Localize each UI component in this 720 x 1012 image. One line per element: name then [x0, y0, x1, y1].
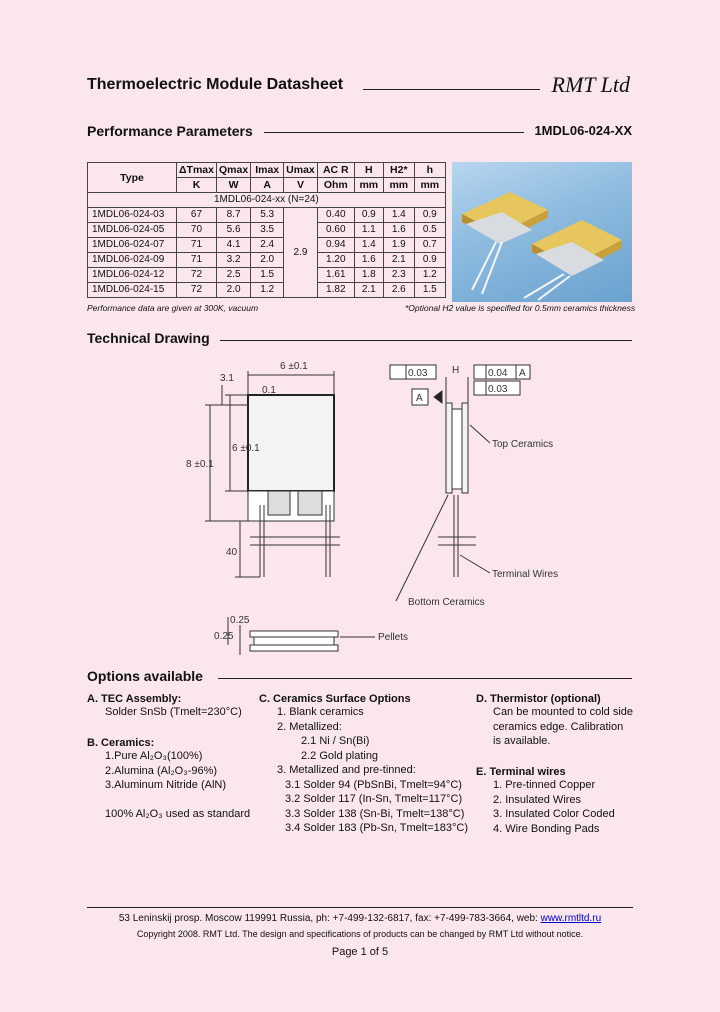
- cell: 1.61: [317, 268, 354, 283]
- dim-offset2: 0.1: [262, 385, 276, 396]
- brand-logo: RMT Ltd: [551, 72, 630, 97]
- cell: 0.40: [317, 208, 354, 223]
- col-header: AC R: [317, 163, 354, 178]
- table-header-row: [88, 163, 446, 178]
- list-item: 3.Aluminum Nitride (AlN): [105, 779, 227, 791]
- datum-a: A: [416, 393, 423, 404]
- cell-type: 1MDL06-024-15: [88, 283, 177, 298]
- footer-rule: [87, 907, 633, 908]
- option-b-note: 100% Al₂O₃ used as standard: [105, 807, 251, 820]
- cell: 1.5: [414, 283, 445, 298]
- list-item: 4. Wire Bonding Pads: [493, 822, 600, 835]
- list-item: 1. Blank ceramics: [277, 706, 364, 718]
- cell: 1.4: [383, 208, 414, 223]
- cell: 0.9: [354, 208, 383, 223]
- cell: 72: [177, 268, 217, 283]
- col-header: Qmax: [216, 163, 250, 178]
- dim-offset: 3.1: [220, 373, 234, 384]
- cell: 5.6: [216, 223, 250, 238]
- options-heading: Options available: [87, 668, 203, 684]
- cell: 71: [177, 253, 217, 268]
- cell: 2.6: [383, 283, 414, 298]
- col-header: ΔTmax: [177, 163, 217, 178]
- cell-umax: 2.9: [284, 208, 318, 298]
- list-item: 2. Insulated Wires: [493, 793, 582, 806]
- list-item: Solder SnSb (Tmelt=230°C): [105, 706, 242, 718]
- cell: 2.4: [251, 238, 284, 253]
- cell: 3.2: [216, 253, 250, 268]
- col-unit: W: [216, 178, 250, 193]
- option-b: [87, 737, 250, 821]
- cell: 0.5: [414, 223, 445, 238]
- list-item: 3.3 Solder 138 (Sn-Bi, Tmelt=138°C): [285, 807, 465, 820]
- cell: 1.82: [317, 283, 354, 298]
- col-header: h: [414, 163, 445, 178]
- cell: 1.4: [354, 238, 383, 253]
- performance-table: [87, 162, 446, 298]
- dim-pellet-a: 0.25: [214, 631, 234, 642]
- cell: 1.5: [251, 268, 284, 283]
- cell-type: 1MDL06-024-09: [88, 253, 177, 268]
- list-item: ceramics edge. Calibration: [493, 720, 624, 733]
- dim-wire-length: 40: [226, 547, 238, 558]
- cell: 1.2: [414, 268, 445, 283]
- footer-copyright: Copyright 2008. RMT Ltd. The design and specifications of products can be changed by RMT Ltd without notice.: [136, 929, 584, 939]
- list-item: is available.: [493, 735, 551, 747]
- page-number: Page 1 of 5: [331, 946, 389, 958]
- cell-type: 1MDL06-024-12: [88, 268, 177, 283]
- list-item: Can be mounted to cold side: [493, 706, 634, 718]
- list-item: 3.2 Solder 117 (In-Sn, Tmelt=117°C): [285, 793, 463, 805]
- note-left: Performance data are given at 300K, vacuum: [87, 303, 259, 313]
- option-c: [259, 693, 468, 836]
- dim-height-ceramic: 6 ±0.1: [232, 443, 260, 454]
- cell-type: 1MDL06-024-07: [88, 238, 177, 253]
- option-e-title: E. Terminal wires: [476, 766, 566, 778]
- tol-par-ref: A: [519, 368, 526, 379]
- list-item: 3. Insulated Color Coded: [493, 808, 615, 820]
- drawing-heading: Technical Drawing: [87, 330, 210, 346]
- cell: 70: [177, 223, 217, 238]
- label-bottom-ceramics: Bottom Ceramics: [408, 597, 485, 608]
- cell: 1.6: [383, 223, 414, 238]
- tec-module-photo-icon: [452, 162, 632, 302]
- col-header: H2*: [383, 163, 414, 178]
- option-a-title: A. TEC Assembly:: [87, 693, 182, 705]
- tol-flatness: 0.03: [408, 368, 428, 379]
- col-unit: A: [251, 178, 284, 193]
- list-item: 3.1 Solder 94 (PbSnBi, Tmelt=94°C): [285, 778, 462, 791]
- cell: 2.1: [354, 283, 383, 298]
- table-subheader-row: [88, 193, 446, 208]
- list-item: 2. Metallized:: [277, 720, 342, 733]
- cell: 5.3: [251, 208, 284, 223]
- col-header: Imax: [251, 163, 284, 178]
- cell-type: 1MDL06-024-03: [88, 208, 177, 223]
- list-item: 2.1 Ni / Sn(Bi): [301, 735, 370, 747]
- table-row: [88, 223, 446, 238]
- cell: 0.7: [414, 238, 445, 253]
- list-item: 2.2 Gold plating: [301, 749, 379, 762]
- label-terminal-wires: Terminal Wires: [492, 569, 559, 580]
- dim-h: H: [452, 365, 460, 376]
- document-title: Thermoelectric Module Datasheet: [87, 76, 344, 93]
- website-link[interactable]: www.rmtltd.ru: [540, 913, 602, 924]
- col-header: Umax: [284, 163, 318, 178]
- technical-drawing: [180, 355, 650, 655]
- cell: 2.5: [216, 268, 250, 283]
- header-rule: [363, 89, 540, 90]
- cell: 2.3: [383, 268, 414, 283]
- cell: 2.0: [216, 283, 250, 298]
- cell: 0.9: [414, 208, 445, 223]
- dim-pellet-b: 0.25: [230, 615, 250, 626]
- tol-flatness2: 0.03: [488, 384, 508, 395]
- cell: 3.5: [251, 223, 284, 238]
- option-d: [476, 693, 633, 749]
- cell: 2.0: [251, 253, 284, 268]
- cell: 2.1: [383, 253, 414, 268]
- cell: 1.6: [354, 253, 383, 268]
- list-item: 1. Pre-tinned Copper: [493, 779, 596, 791]
- col-unit: mm: [414, 178, 445, 193]
- cell: 4.1: [216, 238, 250, 253]
- cell-type: 1MDL06-024-05: [88, 223, 177, 238]
- label-pellets: Pellets: [378, 632, 409, 643]
- col-header: H: [354, 163, 383, 178]
- address-text: 53 Leninskij prosp. Moscow 119991 Russia, ph: +7-499-132-6817, fax: +7-499-783-3664, web:: [118, 913, 541, 924]
- cell: 1.8: [354, 268, 383, 283]
- cell: 1.1: [354, 223, 383, 238]
- table-subheader: 1MDL06-024-xx (N=24): [88, 193, 446, 208]
- cell: 0.94: [317, 238, 354, 253]
- list-item: 3. Metallized and pre-tinned:: [277, 764, 416, 776]
- cell: 0.60: [317, 223, 354, 238]
- cell: 1.20: [317, 253, 354, 268]
- part-code: 1MDL06-024-XX: [534, 123, 632, 138]
- options-rule: [218, 678, 632, 679]
- cell: 8.7: [216, 208, 250, 223]
- col-unit: K: [177, 178, 217, 193]
- cell: 0.9: [414, 253, 445, 268]
- cell: 1.9: [383, 238, 414, 253]
- option-c-title: C. Ceramics Surface Options: [259, 693, 411, 705]
- drawing-rule: [220, 340, 632, 341]
- option-a: [87, 693, 242, 720]
- cell: 71: [177, 238, 217, 253]
- cell: 1.2: [251, 283, 284, 298]
- performance-heading: Performance Parameters: [87, 123, 253, 139]
- note-right: *Optional H2 value is specified for 0.5mm ceramics thickness: [405, 303, 636, 313]
- label-top-ceramics: Top Ceramics: [492, 439, 554, 450]
- table-row: [88, 238, 446, 253]
- performance-rule: [264, 132, 524, 133]
- table-row: [88, 268, 446, 283]
- dim-height-total: 8 ±0.1: [186, 459, 214, 470]
- tol-parallelism: 0.04: [488, 368, 508, 379]
- list-item: 1.Pure Al₂O₃(100%): [105, 750, 203, 762]
- list-item: 3.4 Solder 183 (Pb-Sn, Tmelt=183°C): [285, 822, 469, 834]
- option-b-title: B. Ceramics:: [87, 737, 155, 749]
- col-unit: mm: [383, 178, 414, 193]
- table-row: [88, 283, 446, 298]
- col-unit: V: [284, 178, 318, 193]
- col-unit: Ohm: [317, 178, 354, 193]
- cell: 67: [177, 208, 217, 223]
- option-d-title: D. Thermistor (optional): [476, 693, 601, 705]
- footer-address: [0, 913, 720, 924]
- table-row: [88, 253, 446, 268]
- option-e: [476, 766, 615, 836]
- col-header: Type: [88, 163, 177, 193]
- dim-width: 6 ±0.1: [280, 361, 308, 372]
- col-unit: mm: [354, 178, 383, 193]
- table-row: [88, 208, 446, 223]
- product-photo: [452, 162, 632, 302]
- list-item: 2.Alumina (Al₂O₃-96%): [105, 764, 218, 777]
- cell: 72: [177, 283, 217, 298]
